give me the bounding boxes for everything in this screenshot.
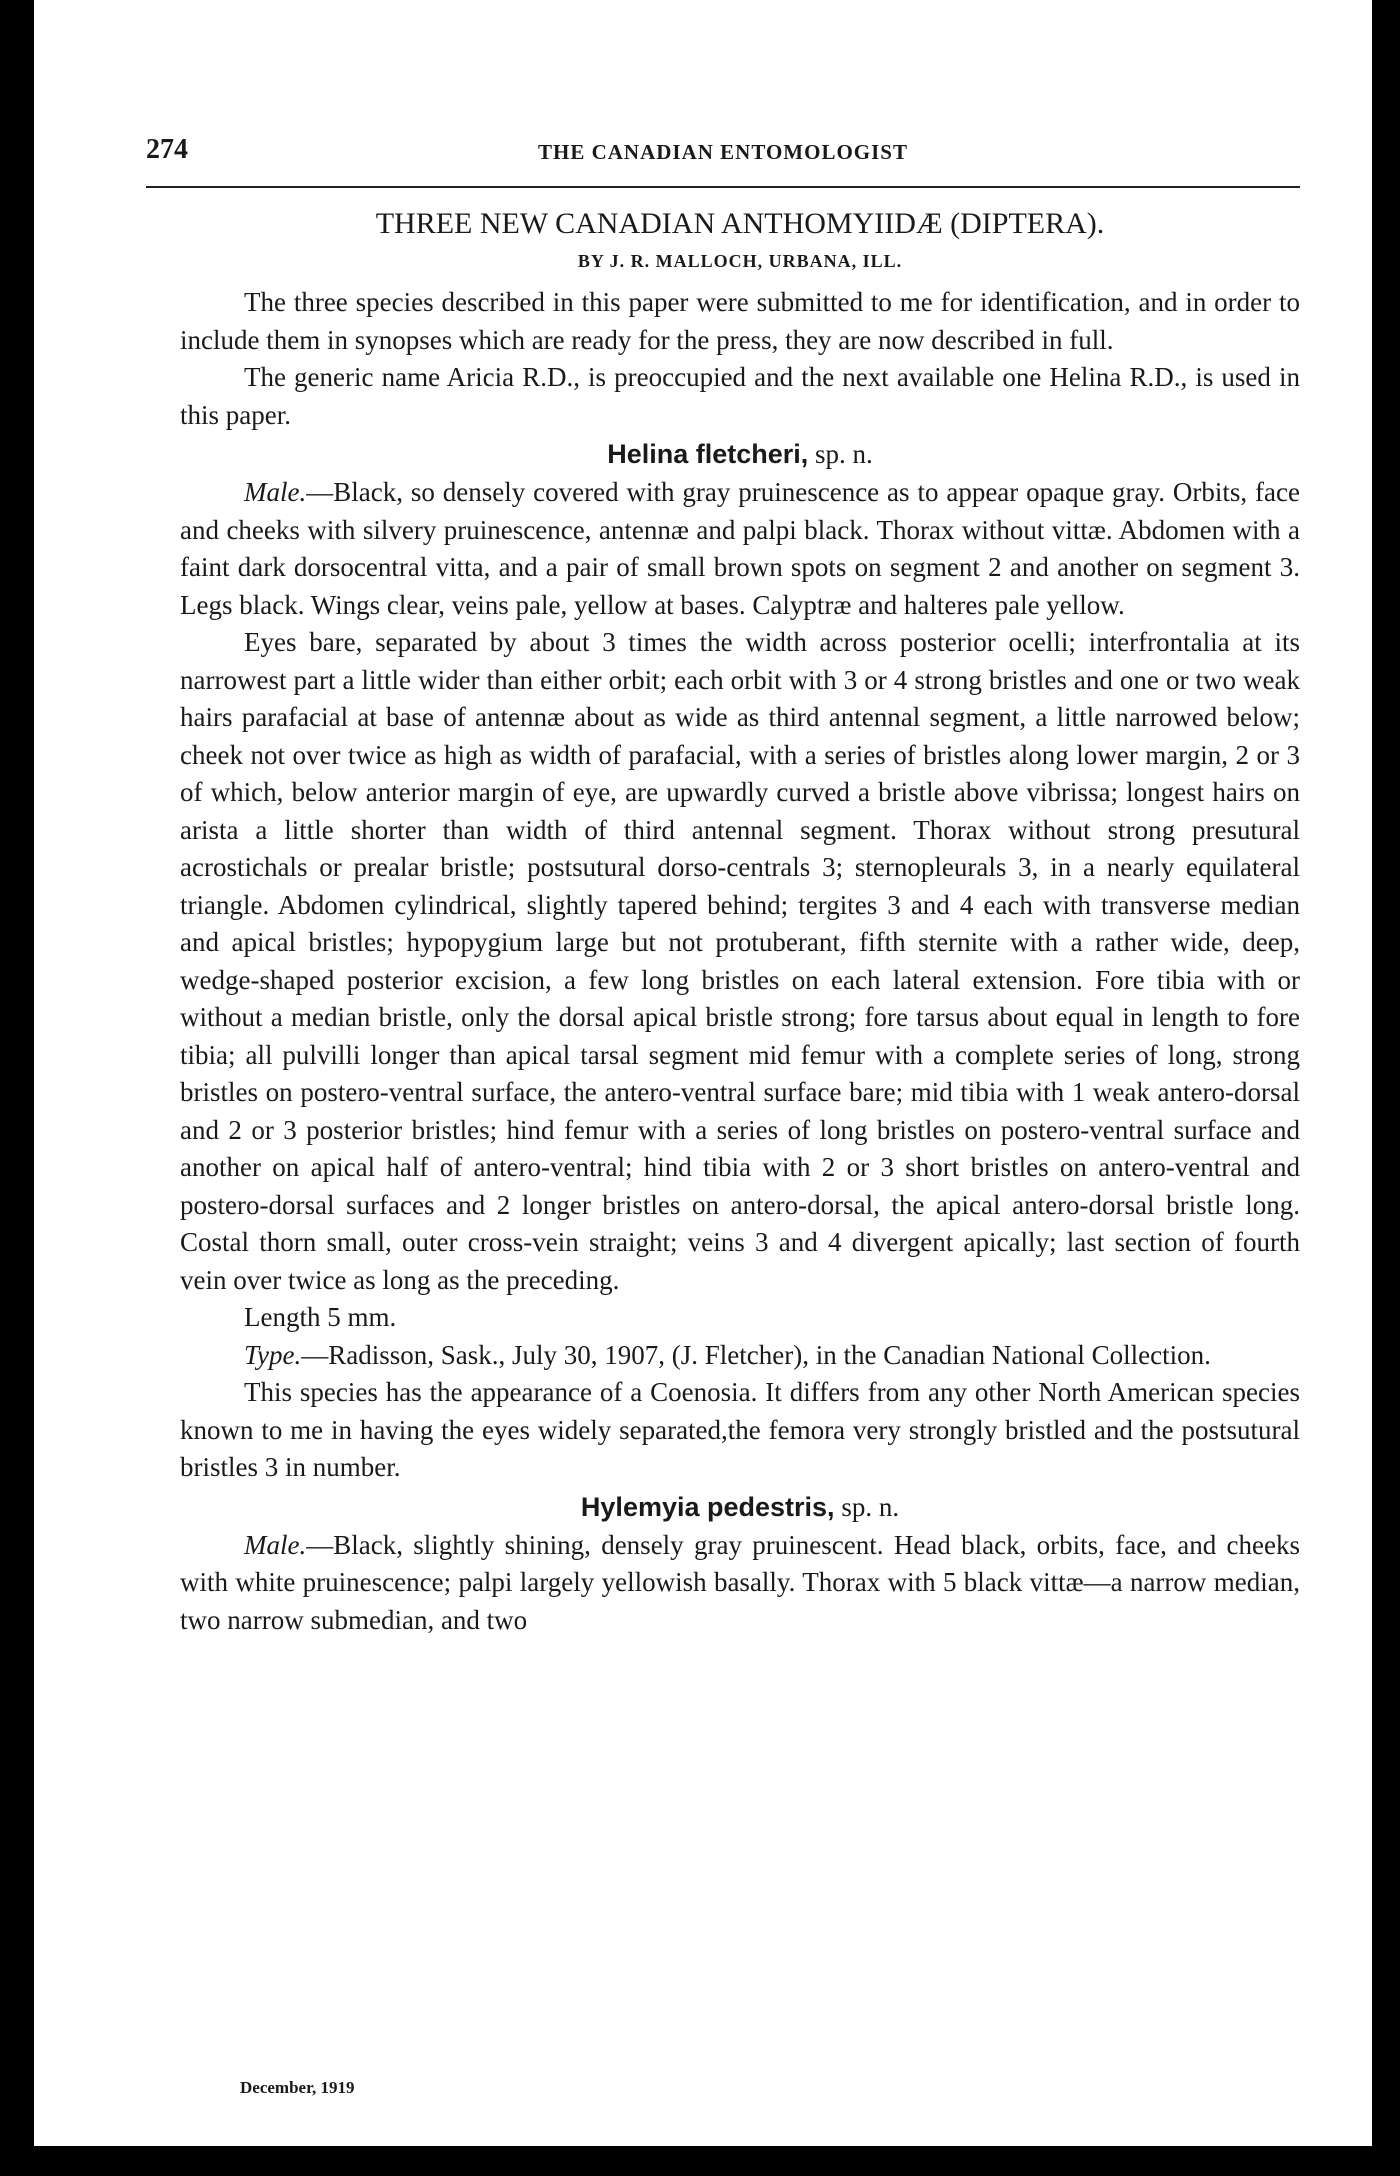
- male-text: —Black, so densely covered with gray pruinescence as to appear opaque gray. Orbits, face and cheeks with silvery pruinescence, antennæ and palpi black. Thorax without vittæ. Abdomen with a faint dark dorsocentral vitta, and a pair of small brown spots on segment 2 and another on segment 3. Legs black. Wings clear, veins pale, yellow at bases. Calyptræ and halteres pale yellow.: [180, 477, 1300, 620]
- remarks-paragraph: This species has the appearance of a Coenosia. It differs from any other North American species known to me in having the eyes widely separated,the femora very strongly bristled and the postsutural bristles 3 in number.: [180, 1377, 1300, 1482]
- male-description: [180, 1527, 1300, 1640]
- scan-border-right: [1372, 0, 1400, 2176]
- type-label: Type.: [244, 1339, 302, 1370]
- issue-date: December, 1919: [240, 2078, 355, 2097]
- male-label: Male.: [244, 1529, 307, 1560]
- length-paragraph: Length 5 mm.: [244, 1302, 397, 1332]
- page-number: 274: [146, 134, 188, 165]
- running-head: THE CANADIAN ENTOMOLOGIST: [537, 140, 908, 164]
- species-suffix: sp. n.: [834, 1491, 900, 1522]
- male-description: [180, 474, 1300, 624]
- type-paragraph: [180, 1337, 1300, 1375]
- type-text: —Radisson, Sask., July 30, 1907, (J. Fletcher), in the Canadian National Collection.: [301, 1339, 1211, 1370]
- scan-border-left: [0, 0, 34, 2176]
- header-rule: [146, 186, 1300, 188]
- species-name: Hylemyia pedestris,: [580, 1491, 835, 1522]
- species-heading: [180, 1487, 1300, 1527]
- article-body: [180, 198, 1300, 1639]
- article-byline: BY J. R. MALLOCH, URBANA, ILL.: [577, 251, 903, 271]
- morphology-paragraph: Eyes bare, separated by about 3 times the width across posterior ocelli; interfrontalia at its narrowest part a little wider than either orbit; each orbit with 3 or 4 strong bristles and one or two weak hairs parafacial at base of antennæ about as wide as third antennal segment, a little narrowed below; cheek not over twice as high as width of parafacial, with a series of bristles along lower margin, 2 or 3 of which, below anterior margin of eye, are upwardly curved a bristle above vibrissa; longest hairs on arista a little shorter than width of third antennal segment. Thorax without strong presutural acrostichals or prealar bristle; postsutural dorso-centrals 3; sternopleurals 3, in a nearly equilateral triangle. Abdomen cylindrical, slightly tapered behind; tergites 3 and 4 each with transverse median and apical bristles; hypopygium large but not protuberant, fifth sternite with a rather wide, deep, wedge-shaped posterior excision, a few long bristles on each lateral extension. Fore tibia with or without a median bristle, only the dorsal apical bristle strong; fore tarsus about equal in length to fore tibia; all pulvilli longer than apical tarsal segment mid femur with a complete series of long, strong bristles on postero-ventral surface, the antero-ventral surface bare; mid tibia with 1 weak antero-dorsal and 2 or 3 posterior bristles; hind femur with a series of long bristles on postero-ventral surface and another on apical half of antero-ventral; hind tibia with 2 or 3 short bristles on antero-ventral and postero-dorsal surfaces and 2 longer bristles on antero-dorsal, the apical antero-dorsal bristle long. Costal thorn small, outer cross-vein straight; veins 3 and 4 divergent apically; last section of fourth vein over twice as long as the preceding.: [180, 627, 1300, 1295]
- article-title: THREE NEW CANADIAN ANTHOMYIIDÆ (DIPTERA).: [375, 207, 1105, 240]
- male-label: Male.: [244, 477, 307, 507]
- intro-paragraph: The three species described in this paper were submitted to me for identification, and in order to include them in synopses which are ready for the press, they are now described in full.: [180, 287, 1300, 355]
- page-header: [146, 134, 1300, 174]
- male-text: —Black, slightly shining, densely gray pruinescent. Head black, orbits, face, and cheeks with white pruinescence; palpi largely yellowish basally. Thorax with 5 black vittæ—a narrow median, two narrow submedian, and two: [180, 1529, 1300, 1635]
- species-name: Helina fletcheri,: [607, 439, 809, 469]
- species-heading: [180, 434, 1300, 474]
- intro-paragraph: The generic name Aricia R.D., is preoccupied and the next available one Helina R.D., is used in this paper.: [180, 362, 1300, 430]
- species-suffix: sp. n.: [808, 439, 873, 469]
- scan-border-bottom: [0, 2146, 1400, 2176]
